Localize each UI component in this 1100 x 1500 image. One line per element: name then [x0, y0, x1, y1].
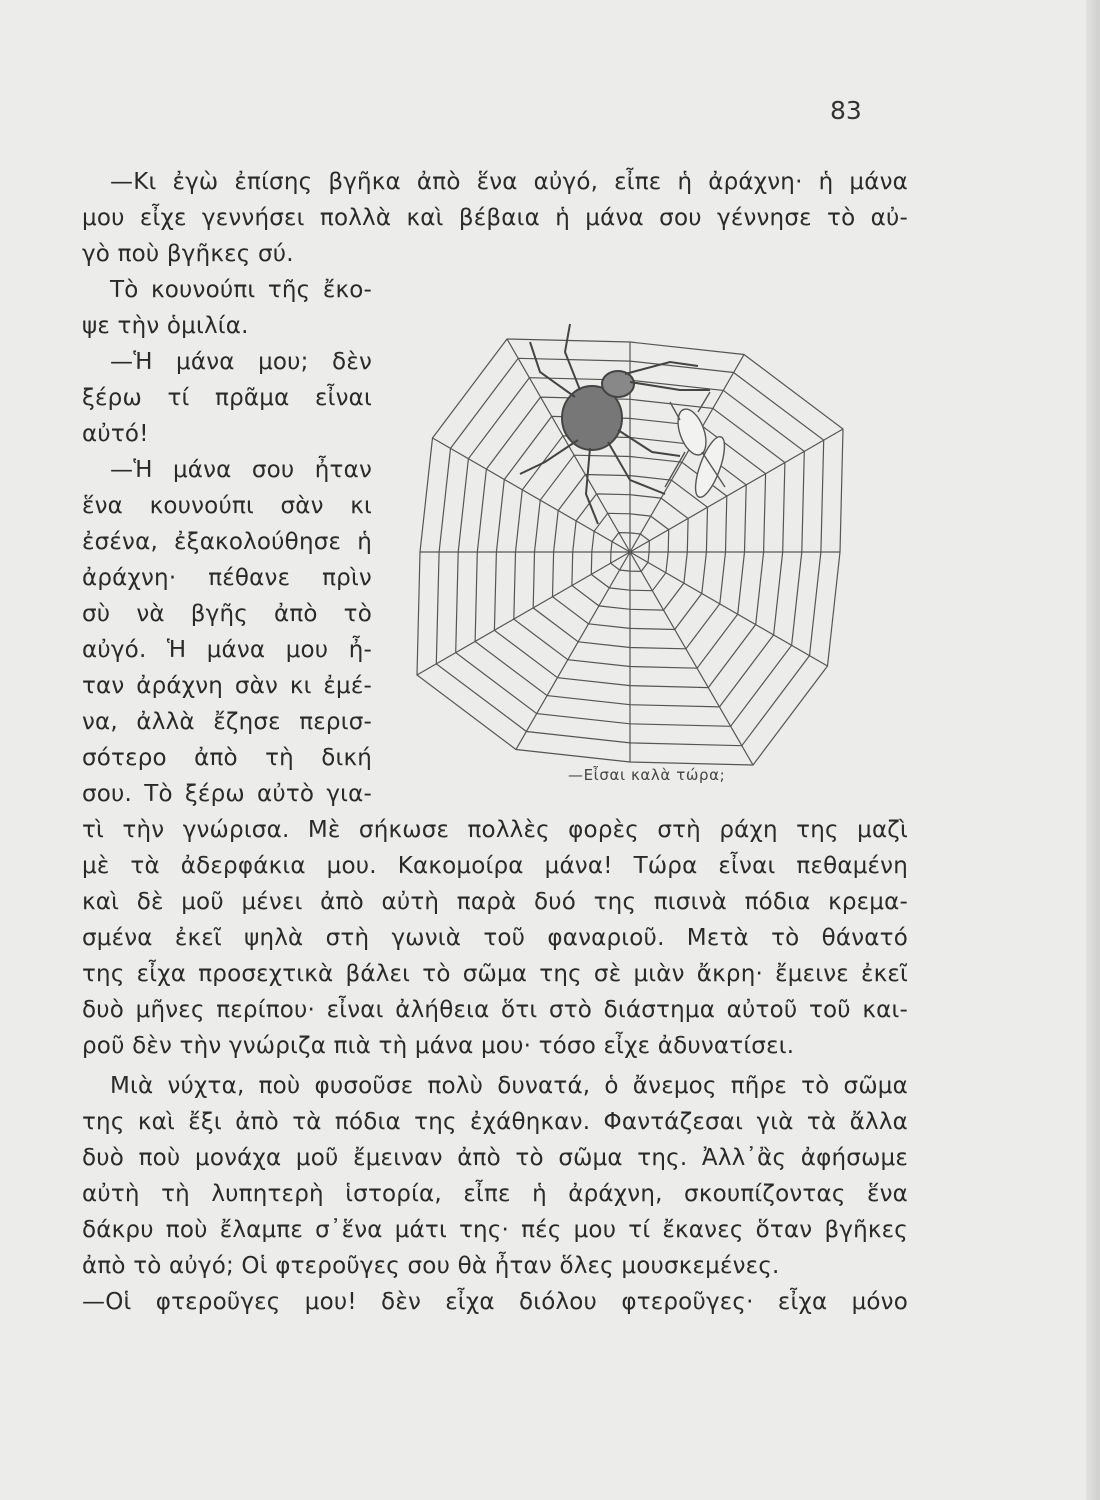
mosquito-icon [665, 392, 730, 500]
web-spoke [630, 429, 843, 552]
text-line: να, ἀλλὰ ἔζησε περισ- [82, 709, 372, 735]
text-line: —Κι ἐγὼ ἐπίσης βγῆκα ἀπὸ ἕνα αὐγό, εἶπε ἡ ἀράχνη· ἡ μάνα [110, 169, 908, 195]
text-line: ψε τὴν ὁμιλία. [82, 313, 249, 339]
text-line: αὐγό. Ἡ μάνα μου ἦ- [82, 637, 372, 663]
text-line: ἕνα κουνούπι σὰν κι [82, 493, 372, 519]
text-line: σου. Τὸ ξέρω αὐτὸ για- [82, 781, 372, 807]
text-line: μὲ τὰ ἀδερφάκια μου. Κακομοίρα μάνα! Τώρα εἶναι πεθαμένη [82, 853, 908, 879]
web-spoke [630, 552, 827, 666]
text-line: Μιὰ νύχτα, ποὺ φυσοῦσε πολὺ δυνατά, ὁ ἄνεμος πῆρε τὸ σῶμα [110, 1073, 908, 1099]
text-line: —Οἱ φτεροῦγες μου! δὲν εἶχα διόλου φτεροῦγες· εἶχα μόνο [82, 1289, 908, 1315]
text-line: δυὸ μῆνες περίπου· εἶναι ἀλήθεια ὅτι στὸ διάστημα αὐτοῦ τοῦ και- [82, 997, 908, 1023]
text-line: ἐσένα, ἐξακολούθησε ἡ [82, 529, 372, 555]
bottom-paragraphs [82, 812, 908, 1320]
text-line: ἀπὸ τὸ αὐγό; Οἱ φτεροῦγες σου θὰ ἦταν ὅλες μουσκεμένες. [82, 1253, 780, 1279]
web-spoke [516, 552, 630, 749]
text-line: σότερο ἀπὸ τὴ δική [82, 745, 372, 771]
text-line: μου εἶχε γεννήσει πολλὰ καὶ βέβαια ἡ μάνα σου γέννησε τὸ αὐ- [82, 205, 908, 231]
page-edge-shadow [1086, 0, 1100, 1500]
text-line: Τὸ κουνούπι τῆς ἔκο- [110, 277, 372, 303]
page-number: 83 [830, 96, 862, 125]
text-line: γὸ ποὺ βγῆκες σύ. [82, 241, 294, 267]
text-line: αὐτό! [82, 421, 149, 447]
top-paragraph [82, 164, 908, 272]
web-spoke [433, 438, 630, 552]
text-line: ξέρω τί πρᾶμα εἶναι [82, 385, 372, 411]
text-line: δυὸ ποὺ μονάχα μοῦ ἔμειναν ἀπὸ τὸ σῶμα της. Ἀλλ᾿ἂς ἀφήσωμε [82, 1145, 908, 1171]
text-line: της εἶχα προσεχτικὰ βάλει τὸ σῶμα της σὲ μιὰν ἄκρη· ἔμεινε ἐκεῖ [82, 961, 908, 987]
left-column-text [82, 272, 372, 812]
figure-caption: —Εἶσαι καλὰ τώρα; [568, 766, 726, 784]
text-line: τὶ τὴν γνώρισα. Μὲ σήκωσε πολλὲς φορὲς στὴ ράχη της μαζὶ [82, 817, 908, 843]
text-line: καὶ δὲ μοῦ μένει ἀπὸ αὐτὴ παρὰ δυό της πισινὰ πόδια κρεμα- [82, 889, 908, 915]
text-line: —Ἡ μάνα σου ἦταν [110, 457, 372, 483]
text-line: σμένα ἐκεῖ ψηλὰ στὴ γωνιὰ τοῦ φαναριοῦ. Μετὰ τὸ θάνατό [82, 925, 908, 951]
web-spoke [417, 552, 630, 675]
text-line: αὐτὴ τὴ λυπητερὴ ἱστορία, εἶπε ἡ ἀράχνη, σκουπίζοντας ἕνα [82, 1181, 908, 1207]
text-line: δάκρυ ποὺ ἔλαμπε σ᾿ἕνα μάτι της· πές μου τί ἔκανες ὅταν βγῆκες [82, 1217, 908, 1243]
text-line: της καὶ ἔξι ἀπὸ τὰ πόδια της ἐχάθηκαν. Φαντάζεσαι γιὰ τὰ ἄλλα [82, 1109, 908, 1135]
text-line: σὺ νὰ βγῆς ἀπὸ τὸ [82, 601, 372, 627]
text-line: ταν ἀράχνη σὰν κι ἐμέ- [82, 673, 372, 699]
web-spoke [630, 552, 753, 765]
spider-web-illustration [380, 262, 900, 782]
text-line: ροῦ δὲν τὴν γνώριζα πιὰ τὴ μάνα μου· τόσο εἶχε ἀδυνατίσει. [82, 1033, 795, 1059]
text-line: ἀράχνη· πέθανε πρὶν [82, 565, 372, 591]
text-line: —Ἡ μάνα μου; δὲν [110, 349, 372, 375]
